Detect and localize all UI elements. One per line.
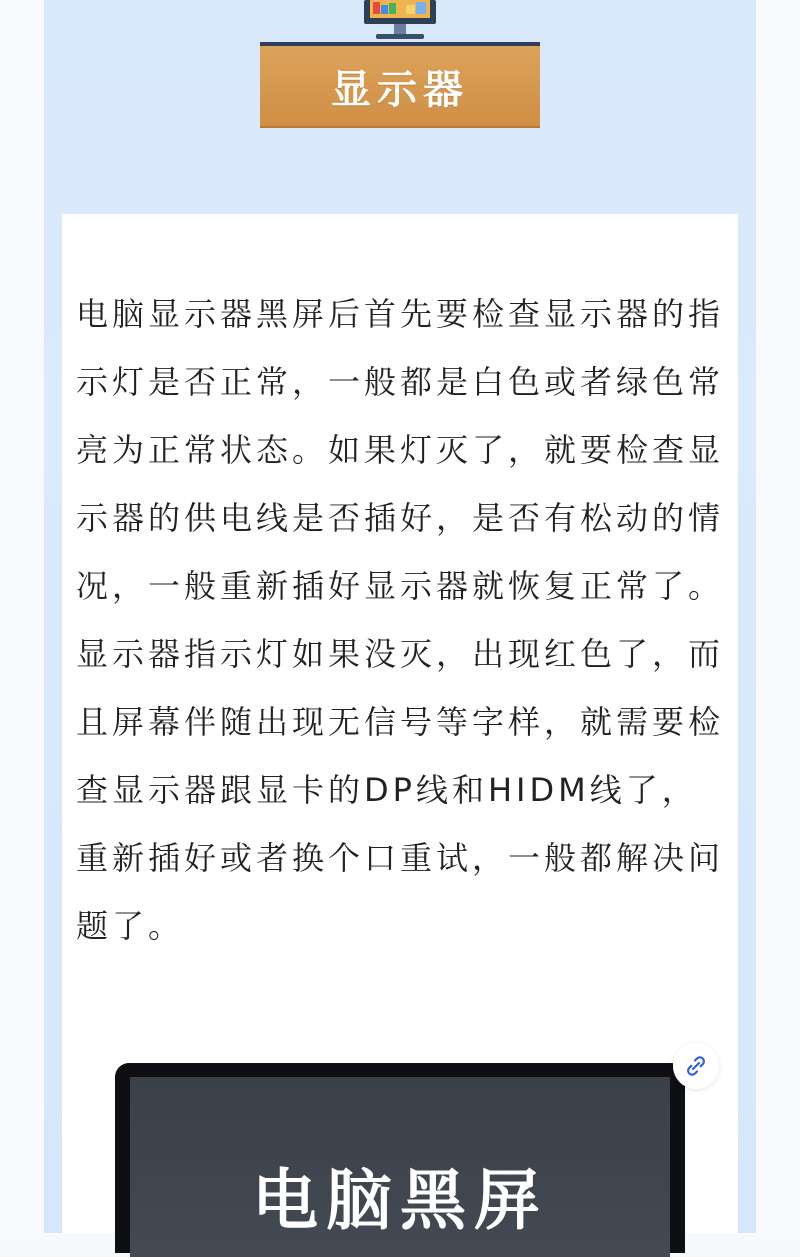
article-image	[115, 1063, 685, 1253]
page-title: 显示器	[331, 66, 469, 113]
image-caption: 电脑黑屏	[252, 1162, 548, 1239]
link-icon	[684, 1054, 708, 1078]
monitor-icon	[360, 0, 440, 42]
article-body-text: 电脑显示器黑屏后首先要检查显示器的指示灯是否正常，一般都是白色或者绿色常亮为正常状态。如果灯灭了，就要检查显示器的供电线是否插好，是否有松动的情况，一般重新插好显示器就恢复正常了。显示器指示灯如果没灭，出现红色了，而且屏幕伴随出现无信号等字样，就需要检查显示器跟显卡的DP线和HIDM线了，重新插好或者换个口重试，一般都解决问题了。	[76, 295, 725, 945]
link-button[interactable]	[673, 1043, 719, 1089]
title-banner	[260, 42, 540, 128]
banner-body	[260, 46, 540, 128]
article-image-screen	[130, 1077, 670, 1257]
